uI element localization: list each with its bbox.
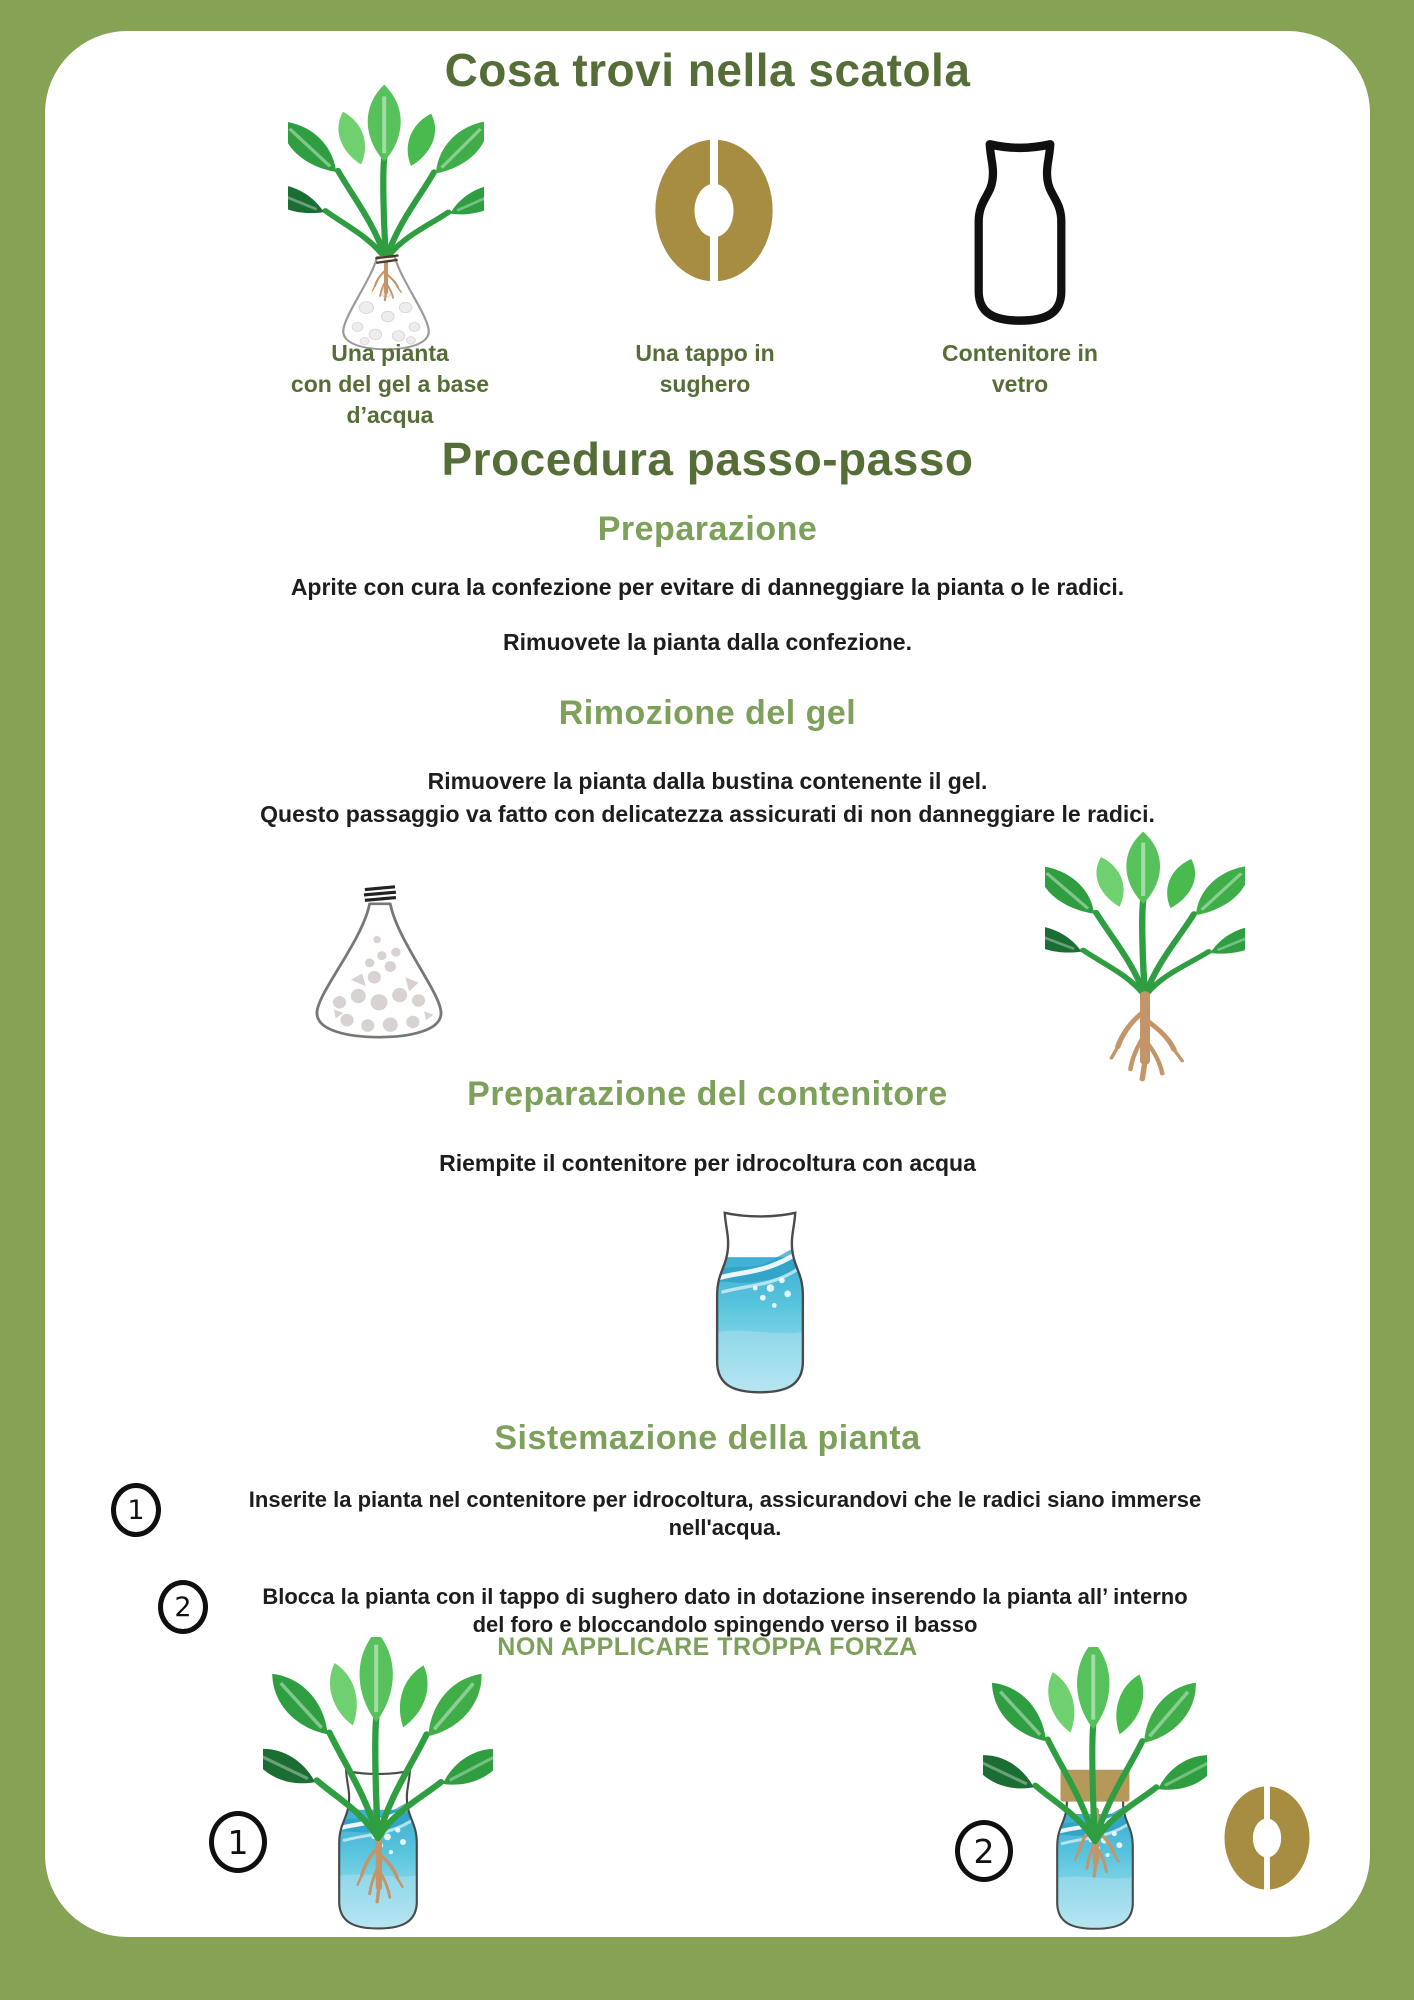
- figure-step-2-badge: 2: [955, 1820, 1013, 1882]
- caption-line: vetro: [991, 371, 1049, 397]
- step-text-line: nell'acqua.: [668, 1515, 782, 1540]
- paragraph-remove-plant: Rimuovete la pianta dalla confezione.: [503, 629, 912, 655]
- step-2-text: [145, 1583, 1305, 1639]
- section-heading-sistemazione: Sistemazione della pianta: [494, 1419, 921, 1457]
- caption-line: sughero: [659, 371, 751, 397]
- step-1-text: [145, 1486, 1305, 1542]
- content-sheet: [45, 31, 1370, 1937]
- plant-with-roots-illustration: [1045, 831, 1245, 1089]
- step-text-line: Inserite la pianta nel contenitore per idrocoltura, assicurandovi che le radici siano immerse: [248, 1487, 1202, 1512]
- gel-instructions: [45, 765, 1370, 831]
- caption-line: Una tappo in: [635, 340, 775, 366]
- caption-line: Una pianta: [331, 340, 449, 366]
- procedure-title: Procedura passo-passo: [441, 433, 974, 485]
- plant-with-gel-bag-icon: [288, 84, 484, 356]
- step-1-number-badge: 1: [111, 1483, 161, 1537]
- caption-line: con del gel a base: [290, 371, 490, 397]
- force-warning: NON APPLICARE TROPPA FORZA: [497, 1633, 918, 1661]
- box-title: Cosa trovi nella scatola: [444, 44, 971, 96]
- step-2-number-badge: 2: [158, 1580, 208, 1634]
- plant-in-jar-with-cork-illustration: [983, 1647, 1207, 1937]
- step-text-line: Blocca la pianta con il tappo di sughero dato in dotazione inserendo la pianta all’ interno: [262, 1584, 1188, 1609]
- gel-bag-illustration: [285, 877, 473, 1047]
- cork-cap-small-icon: [1217, 1783, 1317, 1893]
- gel-instruction-line: Rimuovere la pianta dalla bustina contenente il gel.: [427, 768, 988, 794]
- item-caption-plant: [230, 338, 550, 431]
- item-caption-container: [880, 338, 1160, 400]
- paragraph-open-box: Aprite con cura la confezione per evitare di danneggiare la pianta o le radici.: [290, 574, 1125, 600]
- figure-step-1-badge: 1: [209, 1811, 267, 1873]
- glass-container-icon: [942, 133, 1098, 331]
- section-heading-preparazione: Preparazione: [597, 510, 818, 548]
- fill-instruction: Riempite il contenitore per idrocoltura con acqua: [439, 1150, 976, 1176]
- cork-cap-icon: [645, 135, 783, 286]
- caption-line: d’acqua: [346, 402, 434, 428]
- step-text-line: del foro e bloccandolo spingendo verso il basso: [472, 1612, 978, 1637]
- section-heading-contenitore: Preparazione del contenitore: [467, 1075, 948, 1113]
- section-heading-rimozione-gel: Rimozione del gel: [558, 694, 857, 732]
- item-caption-cork: [565, 338, 845, 400]
- caption-line: Contenitore in: [942, 340, 1098, 366]
- plant-in-jar-illustration: [263, 1637, 493, 1937]
- gel-instruction-line: Questo passaggio va fatto con delicatezza assicurati di non danneggiare le radici.: [260, 801, 1155, 827]
- water-jar-illustration: [679, 1207, 841, 1400]
